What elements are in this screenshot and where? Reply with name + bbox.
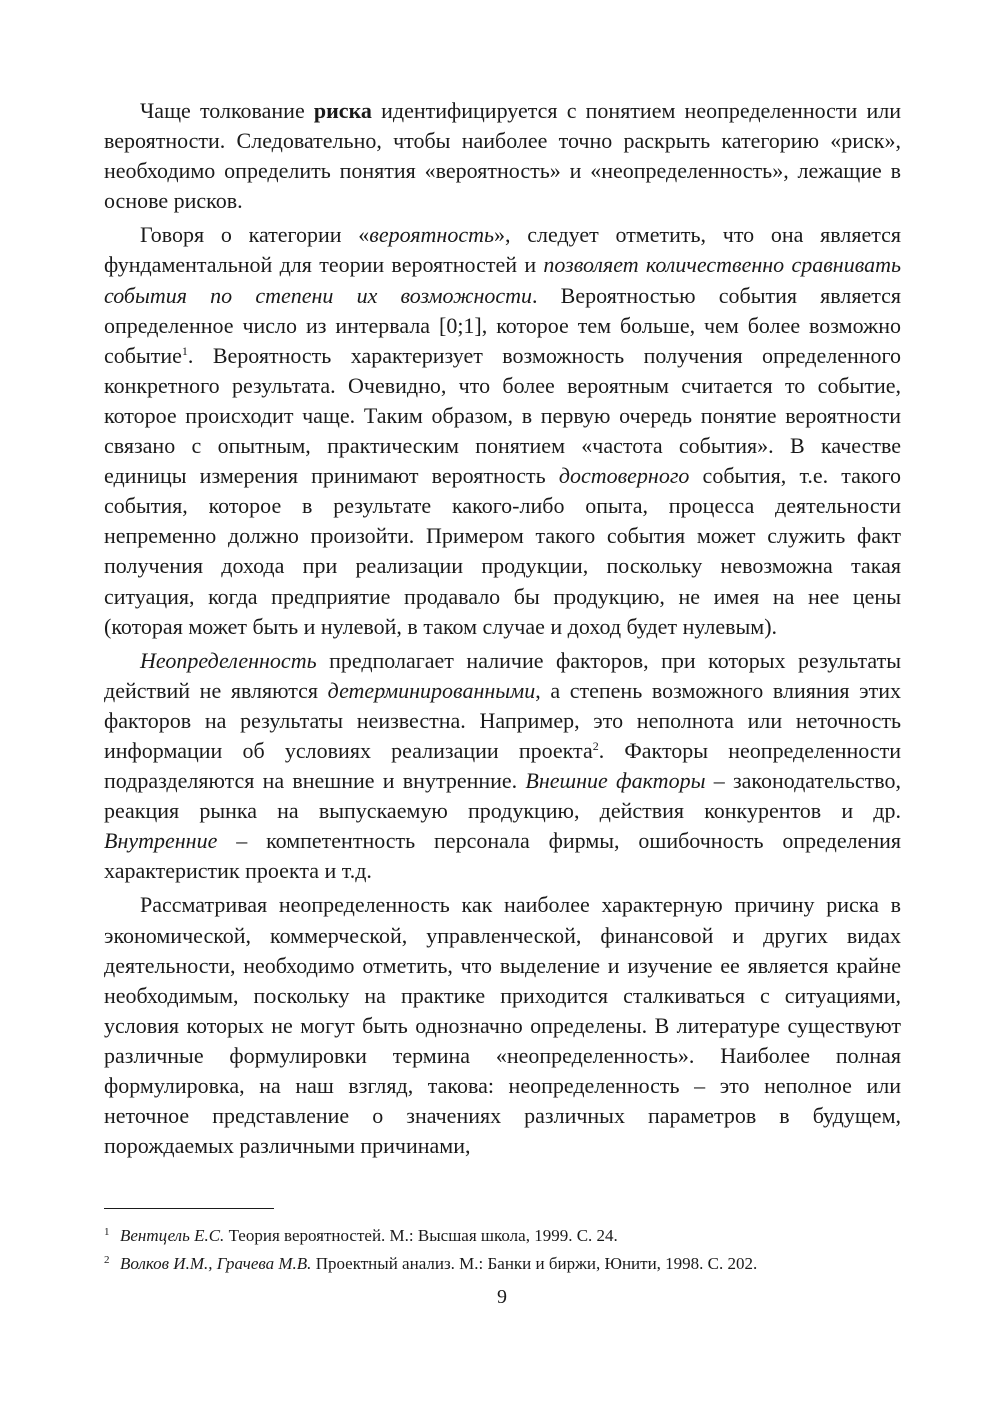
text-run: », следует отметить, что она является фундаментальной для теории вероятностей и — [104, 222, 901, 278]
italic-term: Неопределенность — [140, 647, 317, 673]
footnote-author: Волков И.М., Грачева М.В. — [120, 1254, 312, 1273]
footnote-ref: 2 — [592, 738, 599, 753]
paragraph — [104, 890, 901, 1161]
text-run: . Факторы неопределенности подразделяются на внешние и внутренние. — [104, 737, 901, 794]
footnote-ref: 1 — [181, 343, 188, 358]
italic-term: Внешние факторы — [525, 768, 706, 794]
paragraph — [104, 220, 901, 641]
footnote-text: Проектный анализ. М.: Банки и биржи, Юнити, 1998. С. 202. — [311, 1254, 758, 1273]
paragraph — [104, 646, 901, 887]
italic-term: детерминированными — [327, 677, 536, 703]
footnote-author: Вентцель Е.С. — [120, 1226, 225, 1245]
text-run: – законодательство, реакция рынка на выпускаемую продукцию, действия конкурентов и др. — [104, 768, 901, 824]
paragraph — [104, 96, 901, 216]
italic-term: позволяет количественно сравнивать события по степени их возможности — [104, 252, 901, 308]
footnote: 1 Вентцель Е.С. Теория вероятностей. М.: Высшая школа, 1999. С. 24. — [104, 1226, 618, 1245]
text-run: предполагает наличие факторов, при которых результаты действий не являются — [104, 647, 901, 703]
text-run: события, т.е. такого события, которое в результате какого-либо опыта, процесса деятельности непременно должно произойти. Примером такого события может служить факт получения дохода при реализации продукции, поскольку невозможна такая ситуация, когда предприятие продавало бы продукцию, не имея на нее цены (которая может быть и нулевой, в таком случае и доход будет нулевым). — [104, 463, 901, 639]
footnotes — [104, 1222, 901, 1278]
text-run: . Вероятность характеризует возможность получения определенного конкретного результата. Очевидно, что более вероятным считается то событие, которое происходит чаще. Таким образом, в первую очередь понятие вероятности связано с опытным, практическим понятием «частота события». В качестве единицы измерения принимают вероятность — [104, 342, 901, 489]
text-run: Говоря о категории « — [140, 222, 370, 248]
footnote-separator — [104, 1208, 274, 1209]
italic-term: Внутренние — [104, 828, 218, 854]
text-run: , а степень возможного влияния этих факторов на результаты неизвестна. Например, это неполнота или неточность информации об условиях реализации проекта — [104, 677, 901, 763]
text-run: идентифицируется с понятием неопределенности или вероятности. Следовательно, чтобы наиболее точно раскрыть категорию «риск», необходимо определить понятия «вероятность» и «неопределенность», лежащие в основе рисков. — [104, 98, 901, 214]
text-run: – компетентность персонала фирмы, ошибочность определения характеристик проекта и т.д. — [104, 828, 901, 884]
page-body — [104, 96, 901, 1165]
italic-term: достоверного — [558, 463, 690, 489]
italic-term: вероятность — [369, 222, 495, 248]
text-run: Рассматривая неопределенность как наиболее характерную причину риска в экономической, коммерческой, управленческой, финансовой и других видах деятельности, необходимо отметить, что выделение и изучение ее является крайне необходимым, поскольку на практике приходится сталкиваться с ситуациями, условия которых не могут быть однозначно определены. В литературе существуют различные формулировки термина «неопределенность». Наиболее полная формулировка, на наш взгляд, такова: неопределенность – это неполное или неточное представление о значениях различных параметров в будущем, порождаемых различными причинами, — [104, 892, 901, 1159]
footnote: 2 Волков И.М., Грачева М.В. Проектный анализ. М.: Банки и биржи, Юнити, 1998. С. 202. — [104, 1254, 758, 1273]
footnote-text: Теория вероятностей. М.: Высшая школа, 1999. С. 24. — [224, 1226, 618, 1245]
text-run: Чаще толкование — [140, 98, 314, 123]
text-run: . Вероятностью события является определенное число из интервала [0;1], которое тем больше, чем более возможно событие — [104, 282, 901, 368]
page-number: 9 — [497, 1286, 507, 1308]
bold-term: риска — [313, 98, 372, 123]
